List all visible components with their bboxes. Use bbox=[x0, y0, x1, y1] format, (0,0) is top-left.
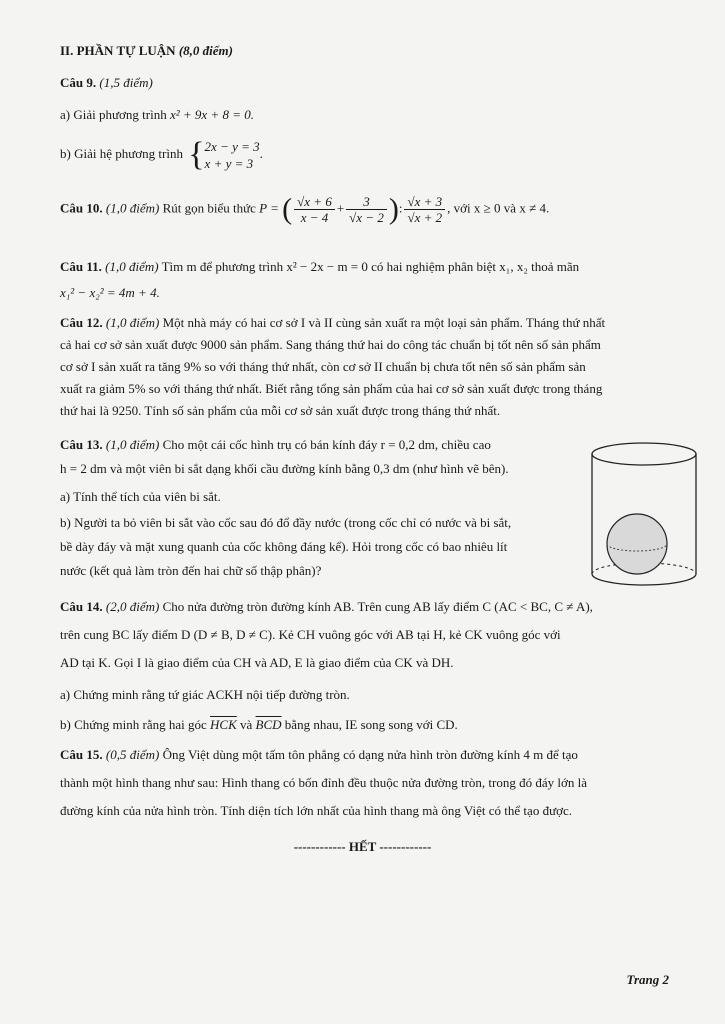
fraction-2: $\frac{3}{√x - 2}$ bbox=[346, 194, 387, 225]
q15-line1: Câu 15. (0,5 điểm) Ông Việt dùng một tấm tôn phẳng có dạng nửa hình tròn đường kính 4 m để tạo bbox=[60, 747, 578, 762]
q13-part-a: a) Tính thể tích của viên bi sắt. bbox=[60, 489, 221, 504]
q10-line: Câu 10. (1,0 điểm) Rút gọn biểu thức P = ( $\frac{√x + 6}{x - 4}$ + $\frac{3}{√x - 2}$ ): $\frac{√x + 3}{√x + 2}$ , với x ≥ 0 và x ≠ 4. bbox=[60, 192, 550, 226]
q12-line3: cơ sở I sản xuất ra tăng 9% so với tháng thứ nhất, còn cơ sở II chuẩn bị chưa tốt nên số sản phẩm sản bbox=[60, 359, 586, 374]
q14-line1: Câu 14. (2,0 điểm) Cho nửa đường tròn đường kính AB. Trên cung AB lấy điểm C (AC < BC, C ≠ A), bbox=[60, 599, 593, 614]
angle-bcd: $\overline{BCD}$ bbox=[255, 717, 282, 732]
q12-line4: xuất ra giảm 5% so với tháng thứ nhất. Biết rằng tổng sản phẩm của hai cơ sở sản xuất được trong tháng bbox=[60, 381, 603, 396]
q12-line5: thứ hai là 9250. Tính số sản phẩm của mỗi cơ sở sản xuất được trong tháng thứ nhất. bbox=[60, 403, 501, 418]
end-mark: ------------ HẾT ------------ bbox=[293, 839, 432, 854]
q13-part-b-2: bề dày đáy và mặt xung quanh của cốc không đáng kể). Hỏi trong cốc có bao nhiêu lít bbox=[60, 539, 508, 554]
q9-part-b: b) Giải hệ phương trình {2x − y = 3 x + y = 3. bbox=[60, 136, 263, 173]
fraction-1: $\frac{√x + 6}{x - 4}$ bbox=[294, 194, 335, 225]
fraction-3: $\frac{√x + 3}{√x + 2}$ bbox=[404, 194, 445, 225]
equation-system: {2x − y = 3 x + y = 3 bbox=[188, 136, 260, 173]
q15-line2: thành một hình thang như sau: Hình thang có bốn đỉnh đều thuộc nửa đường tròn, trong đó đáy lớn là bbox=[60, 775, 588, 790]
q9-part-a: a) Giải phương trình x² + 9x + 8 = 0. bbox=[60, 107, 254, 122]
q11-line1: Câu 11. (1,0 điểm) Tìm m để phương trình x² − 2x − m = 0 có hai nghiệm phân biệt x₁, x₂ thoả mãn bbox=[60, 259, 580, 274]
q14-part-b: b) Chứng minh rằng hai góc $\overline{HCK}$ và $\overline{BCD}$ bằng nhau, IE song song với CD. bbox=[60, 717, 458, 732]
q9-heading: Câu 9. (1,5 điểm) bbox=[60, 75, 153, 90]
q15-line3: đường kính của nửa hình tròn. Tính diện tích lớn nhất của hình thang mà ông Việt có thể tạo được. bbox=[60, 803, 573, 818]
section-title: II. PHẦN TỰ LUẬN (8,0 điểm) bbox=[60, 43, 233, 58]
q13-line1: Câu 13. (1,0 điểm) Cho một cái cốc hình trụ có bán kính đáy r = 0,2 dm, chiều cao bbox=[60, 437, 491, 452]
q13-line2: h = 2 dm và một viên bi sắt dạng khối cầu đường kính bằng 0,3 dm (như hình vẽ bên). bbox=[60, 461, 509, 476]
page-number: Trang 2 bbox=[626, 972, 669, 987]
q14-line2: trên cung BC lấy điểm D (D ≠ B, D ≠ C). Kẻ CH vuông góc với AB tại H, kẻ CK vuông góc với bbox=[60, 627, 561, 642]
q14-line3: AD tại K. Gọi I là giao điểm của CH và AD, E là giao điểm của CK và DH. bbox=[60, 655, 454, 670]
q13-part-b-3: nước (kết quả làm tròn đến hai chữ số thập phân)? bbox=[60, 563, 322, 578]
angle-hck: $\overline{HCK}$ bbox=[210, 717, 237, 732]
q13-part-b-1: b) Người ta bỏ viên bi sắt vào cốc sau đó đổ đầy nước (trong cốc chỉ có nước và bi sắt, bbox=[60, 515, 512, 530]
q14-part-a: a) Chứng minh rằng tứ giác ACKH nội tiếp đường tròn. bbox=[60, 687, 350, 702]
cylinder-with-ball-figure bbox=[588, 440, 700, 590]
q11-line2: x₁² − x₂² = 4m + 4. bbox=[60, 285, 160, 300]
iron-ball bbox=[607, 514, 667, 574]
q12-line2: cả hai cơ sở sản xuất được 9000 sản phẩm. Sang tháng thứ hai do công tác chuẩn bị tốt nên số sản phẩm bbox=[60, 337, 601, 352]
q12-line1: Câu 12. (1,0 điểm) Một nhà máy có hai cơ sở I và II cùng sản xuất ra một loại sản phẩm. Tháng thứ nhất bbox=[60, 315, 606, 330]
